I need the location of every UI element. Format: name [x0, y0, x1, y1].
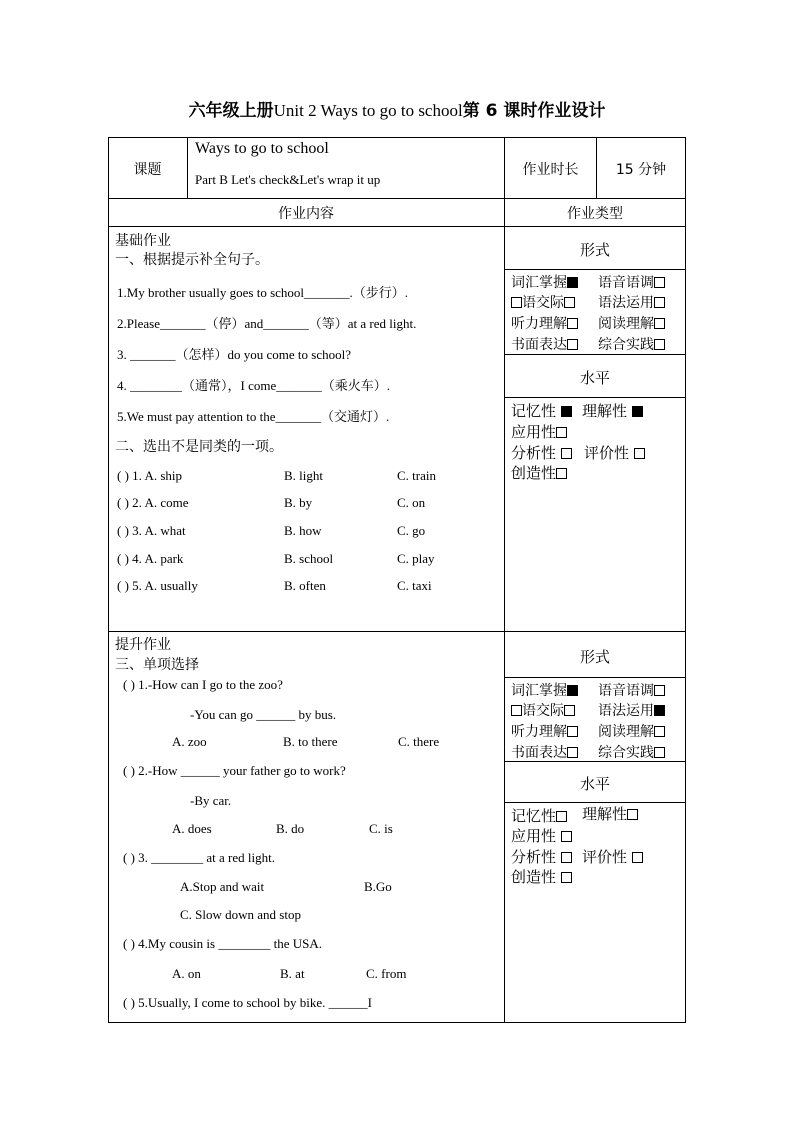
form-checkbox[interactable]: [654, 705, 665, 716]
table-rule: [108, 226, 685, 227]
fill-sentence: 5.We must pay attention to the_______（交通灯）.: [117, 409, 390, 424]
level-option: 记忆性: [511, 805, 567, 826]
table-border-bottom: [108, 1022, 685, 1023]
form-checkbox[interactable]: [567, 685, 578, 696]
odd-option-b: B. school: [284, 551, 334, 566]
table-rule: [108, 631, 685, 632]
level-option: 评价性: [582, 846, 643, 867]
level-checkbox[interactable]: [561, 448, 572, 459]
title-unit: Unit 2 Ways to go to school: [273, 101, 463, 120]
content-label: 作业内容: [278, 206, 334, 222]
form-option: 语法运用: [598, 292, 665, 312]
level-checkbox[interactable]: [561, 872, 572, 883]
level-checkbox[interactable]: [561, 831, 572, 842]
mc-option: A. zoo: [172, 734, 207, 749]
odd-question: ( ) 5. A. usually: [117, 578, 198, 593]
fill-sentence: 4. ________（通常），I come_______（乘火车）.: [117, 378, 390, 393]
form-checkbox[interactable]: [654, 277, 665, 288]
title-suffix: 第 6 课时作业设计: [462, 101, 606, 121]
level-checkbox[interactable]: [632, 406, 643, 417]
odd-question: ( ) 4. A. park: [117, 551, 184, 566]
level-option: 评价性: [584, 442, 645, 463]
form-option: 语交际: [511, 700, 575, 720]
table-divider: [187, 137, 188, 199]
odd-question: ( ) 2. A. come: [117, 495, 189, 510]
form-checkbox[interactable]: [654, 726, 665, 737]
level-checkbox[interactable]: [627, 809, 638, 820]
advanced-heading: 提升作业: [115, 637, 171, 653]
mc-option: A. on: [172, 966, 201, 981]
level-option: 应用性: [511, 421, 567, 442]
table-border-left: [108, 137, 109, 1023]
table-rule: [505, 269, 685, 270]
topic-sub: Part B Let's check&Let's wrap it up: [195, 172, 381, 187]
section1-title: 一、根据提示补全句子。: [115, 252, 269, 268]
form-checkbox[interactable]: [564, 297, 575, 308]
form-checkbox[interactable]: [654, 685, 665, 696]
form-checkbox[interactable]: [654, 339, 665, 350]
fill-sentence: 1.My brother usually goes to school_______.（步行）.: [117, 285, 409, 300]
form-label: 形式: [579, 648, 610, 666]
form-checkbox[interactable]: [654, 318, 665, 329]
form-option: 语法运用: [598, 700, 665, 720]
form-option: 书面表达: [511, 334, 578, 354]
level-checkbox[interactable]: [556, 427, 567, 438]
mc-option: A.Stop and wait: [180, 879, 265, 894]
level-checkbox[interactable]: [556, 811, 567, 822]
odd-option-c: C. play: [397, 551, 435, 566]
mc-question: ( ) 2.-How ______ your father go to work?: [123, 763, 346, 778]
mc-option: A. does: [172, 821, 212, 836]
form-checkbox[interactable]: [567, 318, 578, 329]
table-rule: [505, 397, 685, 398]
mc-question-line: -You can go ______ by bus.: [190, 707, 337, 722]
table-rule: [505, 677, 685, 678]
odd-question: ( ) 1. A. ship: [117, 468, 182, 483]
mc-option: B.Go: [364, 879, 392, 894]
form-checkbox[interactable]: [567, 726, 578, 737]
mc-option: B. to there: [283, 734, 338, 749]
fill-sentence: 2.Please_______（停）and_______（等）at a red light.: [117, 316, 417, 331]
odd-option-c: C. train: [397, 468, 436, 483]
level-checkbox[interactable]: [561, 852, 572, 863]
form-option: 阅读理解: [598, 313, 665, 333]
table-rule: [108, 198, 685, 199]
page-title: [0, 96, 794, 121]
mc-question: ( ) 5.Usually, I come to school by bike. ______I: [123, 995, 372, 1010]
level-option: 创造性: [511, 462, 567, 483]
topic-main: Ways to go to school: [195, 140, 329, 157]
basic-heading: 基础作业: [115, 233, 171, 249]
mc-question-line: -By car.: [190, 793, 232, 808]
section3-title: 三、单项选择: [115, 657, 199, 673]
section2-title: 二、选出不是同类的一项。: [115, 439, 283, 455]
form-option: 词汇掌握: [511, 680, 578, 700]
form-option: 书面表达: [511, 742, 578, 762]
form-option: 听力理解: [511, 313, 578, 333]
form-option: 语交际: [511, 292, 575, 312]
mc-option: C. there: [398, 734, 440, 749]
level-option: 应用性: [511, 825, 572, 846]
mc-option: C. is: [369, 821, 393, 836]
odd-option-b: B. often: [284, 578, 326, 593]
topic-label: 课题: [133, 162, 162, 178]
mc-option: C. from: [366, 966, 407, 981]
form-checkbox[interactable]: [654, 747, 665, 758]
mc-question: ( ) 4.My cousin is ________ the USA.: [123, 936, 322, 951]
odd-option-c: C. on: [397, 495, 426, 510]
level-option: 分析性: [511, 846, 572, 867]
mc-question: ( ) 3. ________ at a red light.: [123, 850, 275, 865]
odd-option-b: B. how: [284, 523, 322, 538]
level-option: 创造性: [511, 866, 572, 887]
level-label: 水平: [579, 775, 610, 793]
type-label: 作业类型: [567, 206, 623, 222]
mc-option: C. Slow down and stop: [180, 907, 301, 922]
level-option: 理解性: [582, 400, 643, 421]
odd-option-c: C. taxi: [397, 578, 432, 593]
level-option: 记忆性: [511, 400, 572, 421]
form-checkbox[interactable]: [567, 339, 578, 350]
form-checkbox[interactable]: [511, 705, 522, 716]
mc-option: B. do: [276, 821, 305, 836]
form-checkbox[interactable]: [564, 705, 575, 716]
level-checkbox[interactable]: [632, 852, 643, 863]
title-prefix: 六年级上册: [188, 101, 274, 121]
level-checkbox[interactable]: [556, 468, 567, 479]
form-label: 形式: [579, 241, 610, 259]
table-rule: [505, 354, 685, 355]
level-label: 水平: [579, 369, 610, 387]
odd-question: ( ) 3. A. what: [117, 523, 186, 538]
form-checkbox[interactable]: [567, 747, 578, 758]
form-option: 语音语调: [598, 272, 665, 292]
form-option: 阅读理解: [598, 721, 665, 741]
level-option: 分析性: [511, 442, 572, 463]
form-option: 综合实践: [598, 334, 665, 354]
form-option: 听力理解: [511, 721, 578, 741]
form-checkbox[interactable]: [654, 297, 665, 308]
form-option: 词汇掌握: [511, 272, 578, 292]
duration-value: 15 分钟: [615, 162, 667, 178]
odd-option-b: B. by: [284, 495, 313, 510]
table-divider: [504, 137, 505, 1023]
level-checkbox[interactable]: [561, 406, 572, 417]
level-checkbox[interactable]: [634, 448, 645, 459]
level-option: 理解性: [582, 803, 638, 824]
fill-sentence: 3. _______（怎样）do you come to school?: [117, 347, 351, 362]
form-option: 综合实践: [598, 742, 665, 762]
form-option: 语音语调: [598, 680, 665, 700]
odd-option-c: C. go: [397, 523, 426, 538]
duration-label: 作业时长: [522, 162, 579, 178]
form-checkbox[interactable]: [511, 297, 522, 308]
table-border-right: [685, 137, 686, 1023]
table-border-top: [108, 137, 685, 138]
odd-option-b: B. light: [284, 468, 324, 483]
form-checkbox[interactable]: [567, 277, 578, 288]
mc-option: B. at: [280, 966, 305, 981]
mc-question: ( ) 1.-How can I go to the zoo?: [123, 677, 283, 692]
